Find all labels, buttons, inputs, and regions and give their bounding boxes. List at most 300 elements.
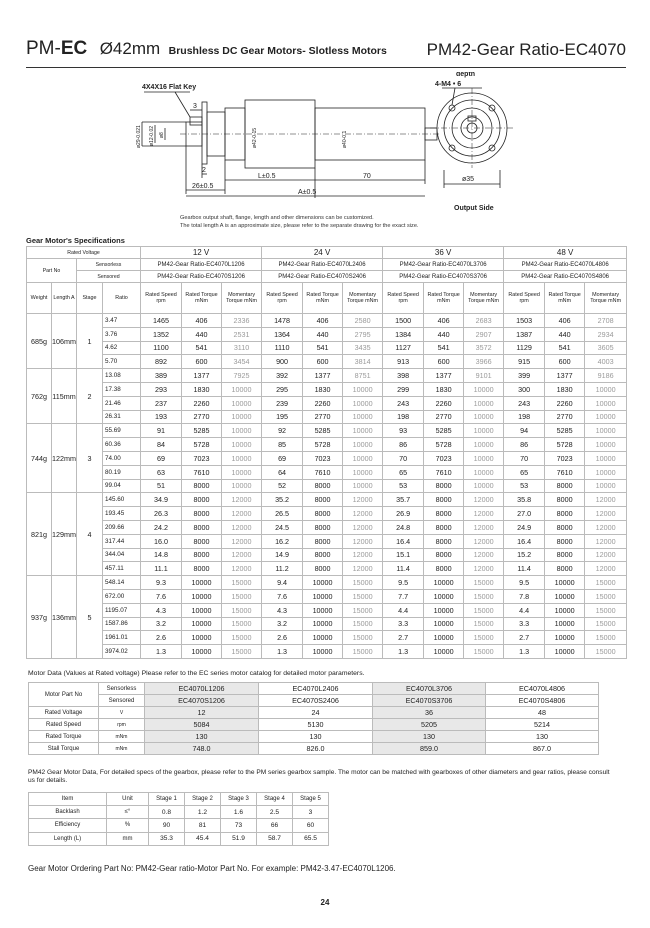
speed-cell: 913 (383, 355, 424, 369)
dim-2-label: 2 (202, 167, 206, 174)
speed-cell: 91 (141, 424, 182, 438)
spec-row (27, 382, 627, 396)
speed-cell: 53 (383, 479, 424, 493)
momentary-torque-cell: 9101 (464, 369, 504, 383)
momentary-torque-cell: 15000 (343, 631, 383, 645)
torque-cell: 10000 (303, 617, 343, 631)
stage-value-cell: 35.3 (149, 832, 185, 845)
torque-cell: 5728 (182, 438, 222, 452)
momentary-torque-cell: 10000 (222, 451, 262, 465)
speed-cell: 4.4 (504, 603, 545, 617)
speed-cell: 51 (141, 479, 182, 493)
momentary-torque-cell: 15000 (222, 576, 262, 590)
stage-header-cell: Stage 3 (221, 793, 257, 806)
rated-voltage-label: Rated Voltage (27, 247, 141, 259)
title-ec: EC (60, 38, 88, 59)
momentary-torque-cell: 10000 (222, 382, 262, 396)
spec-row (27, 410, 627, 424)
torque-cell: 2260 (303, 396, 343, 410)
momentary-torque-cell: 12000 (585, 493, 627, 507)
speed-cell: 64 (262, 465, 303, 479)
dim-l-label: L±0.5 (258, 173, 276, 180)
dim-70-label: 70 (363, 173, 371, 180)
speed-cell: 915 (504, 355, 545, 369)
stage-value-cell: 66 (257, 819, 293, 832)
stage-value-cell: 60 (293, 819, 329, 832)
speed-cell: 198 (383, 410, 424, 424)
spec-column-header-row (27, 283, 627, 314)
stage-value-cell: 58.7 (257, 832, 293, 845)
momentary-torque-cell: 10000 (585, 438, 627, 452)
col-torque: Rated Torque mNm (303, 283, 343, 314)
torque-cell: 5285 (182, 424, 222, 438)
momentary-torque-cell: 15000 (585, 645, 627, 659)
torque-cell: 8000 (424, 562, 464, 576)
weight-cell: 744g (27, 424, 52, 493)
torque-cell: 440 (303, 327, 343, 341)
speed-cell: 1352 (141, 327, 182, 341)
speed-cell: 900 (262, 355, 303, 369)
dim-d12-label: ø12-0.02 (149, 125, 155, 146)
momentary-torque-cell: 12000 (343, 507, 383, 521)
motor-row-value: 826.0 (259, 743, 373, 755)
motor-sensored-part: EC4070S2406 (259, 695, 373, 707)
voltage-12: 12 V (141, 247, 262, 259)
torque-cell: 7023 (545, 451, 585, 465)
momentary-torque-cell: 15000 (585, 576, 627, 590)
momentary-torque-cell: 10000 (343, 424, 383, 438)
speed-cell: 3.2 (262, 617, 303, 631)
momentary-torque-cell: 12000 (222, 507, 262, 521)
motor-data-body (29, 683, 599, 755)
speed-cell: 1129 (504, 341, 545, 355)
speed-cell: 26.9 (383, 507, 424, 521)
motor-row-unit: V (99, 707, 145, 719)
speed-cell: 193 (141, 410, 182, 424)
dim-d8-label: ø8 (159, 132, 165, 138)
length-cell: 106mm (52, 314, 77, 369)
stage-unit-cell: ≤° (107, 806, 149, 819)
ratio-cell: 5.70 (103, 355, 141, 369)
stage-header-cell: Stage 5 (293, 793, 329, 806)
torque-cell: 406 (545, 314, 585, 328)
torque-cell: 5285 (424, 424, 464, 438)
momentary-torque-cell: 2795 (343, 327, 383, 341)
sensored-label: Sensored (77, 271, 141, 283)
title-diameter: Ø42mm (99, 39, 161, 58)
speed-cell: 300 (504, 382, 545, 396)
spec-row (27, 493, 627, 507)
speed-cell: 392 (262, 369, 303, 383)
momentary-torque-cell: 10000 (222, 424, 262, 438)
stage-cell: 2 (77, 369, 103, 424)
speed-cell: 92 (262, 424, 303, 438)
torque-cell: 10000 (424, 617, 464, 631)
momentary-torque-cell: 3966 (464, 355, 504, 369)
momentary-torque-cell: 15000 (343, 589, 383, 603)
torque-cell: 8000 (545, 534, 585, 548)
spec-row (27, 396, 627, 410)
momentary-torque-cell: 10000 (343, 465, 383, 479)
momentary-torque-cell: 10000 (464, 479, 504, 493)
model-title: PM42-Gear Ratio-EC4070 (426, 40, 626, 59)
stage-row (29, 832, 329, 845)
momentary-torque-cell: 3814 (343, 355, 383, 369)
speed-cell: 16.4 (504, 534, 545, 548)
motor-sensorless-part: EC4070L2406 (259, 683, 373, 695)
speed-cell: 1387 (504, 327, 545, 341)
col-speed: Rated Speed rpm (262, 283, 303, 314)
stage-table-body (29, 793, 329, 846)
momentary-torque-cell: 10000 (343, 479, 383, 493)
motor-row-value: 5205 (373, 719, 486, 731)
col-length: Length A (52, 283, 77, 314)
momentary-torque-cell: 10000 (343, 410, 383, 424)
speed-cell: 4.3 (141, 603, 182, 617)
motor-sensored-part: EC4070S3706 (373, 695, 486, 707)
voltage-24: 24 V (262, 247, 383, 259)
speed-cell: 11.4 (504, 562, 545, 576)
momentary-torque-cell: 10000 (222, 410, 262, 424)
col-speed: Rated Speed rpm (383, 283, 424, 314)
torque-cell: 10000 (182, 589, 222, 603)
momentary-torque-cell: 10000 (222, 396, 262, 410)
stage-value-cell: 65.5 (293, 832, 329, 845)
momentary-torque-cell: 15000 (343, 576, 383, 590)
torque-cell: 10000 (424, 645, 464, 659)
speed-cell: 14.8 (141, 548, 182, 562)
speed-cell: 16.4 (383, 534, 424, 548)
momentary-torque-cell: 15000 (585, 631, 627, 645)
motor-sensorless-part: EC4070L1206 (145, 683, 259, 695)
speed-cell: 86 (504, 438, 545, 452)
momentary-torque-cell: 10000 (464, 438, 504, 452)
torque-cell: 2770 (545, 410, 585, 424)
torque-cell: 8000 (545, 493, 585, 507)
motor-data-row (29, 707, 599, 719)
speed-cell: 1.3 (383, 645, 424, 659)
ratio-cell: 457.11 (103, 562, 141, 576)
speed-cell: 11.2 (262, 562, 303, 576)
speed-cell: 293 (141, 382, 182, 396)
stage-value-cell: 45.4 (185, 832, 221, 845)
torque-cell: 541 (303, 341, 343, 355)
motor-sensored-row (29, 695, 599, 707)
length-cell: 115mm (52, 369, 77, 424)
speed-cell: 3.3 (504, 617, 545, 631)
torque-cell: 600 (182, 355, 222, 369)
torque-cell: 600 (545, 355, 585, 369)
stage-value-cell: 0.8 (149, 806, 185, 819)
torque-cell: 5285 (303, 424, 343, 438)
torque-cell: 541 (545, 341, 585, 355)
speed-cell: 4.4 (383, 603, 424, 617)
motor-row-value: 130 (373, 731, 486, 743)
torque-cell: 541 (424, 341, 464, 355)
momentary-torque-cell: 2683 (464, 314, 504, 328)
torque-cell: 8000 (303, 548, 343, 562)
motor-sensored-part: EC4070S1206 (145, 695, 259, 707)
ratio-cell: 13.08 (103, 369, 141, 383)
torque-cell: 8000 (303, 534, 343, 548)
torque-cell: 10000 (182, 631, 222, 645)
col-torque: Rated Torque mNm (545, 283, 585, 314)
momentary-torque-cell: 12000 (222, 534, 262, 548)
spec-row (27, 617, 627, 631)
momentary-torque-cell: 3435 (343, 341, 383, 355)
ratio-cell: 99.04 (103, 479, 141, 493)
stage-value-cell: 2.5 (257, 806, 293, 819)
stage-item-cell: Backlash (29, 806, 107, 819)
sensorless-label: Sensorless (77, 259, 141, 271)
speed-cell: 11.1 (141, 562, 182, 576)
ratio-cell: 26.31 (103, 410, 141, 424)
momentary-torque-cell: 10000 (585, 410, 627, 424)
stage-header-cell: Item (29, 793, 107, 806)
momentary-torque-cell: 2907 (464, 327, 504, 341)
torque-cell: 8000 (424, 507, 464, 521)
speed-cell: 35.2 (262, 493, 303, 507)
momentary-torque-cell: 12000 (464, 548, 504, 562)
col-ratio: Ratio (103, 283, 141, 314)
torque-cell: 2260 (424, 396, 464, 410)
sensored-part: PM42-Gear Ratio-EC4070S4806 (504, 271, 627, 283)
momentary-torque-cell: 12000 (585, 548, 627, 562)
torque-cell: 10000 (303, 603, 343, 617)
header-title (26, 38, 387, 60)
spec-row (27, 465, 627, 479)
torque-cell: 10000 (545, 603, 585, 617)
motor-row-value: 12 (145, 707, 259, 719)
torque-cell: 8000 (303, 562, 343, 576)
speed-cell: 14.9 (262, 548, 303, 562)
dim-d35-label: ø35 (462, 176, 475, 183)
spec-sensored-row (27, 271, 627, 283)
length-cell: 122mm (52, 424, 77, 493)
speed-cell: 239 (262, 396, 303, 410)
ratio-cell: 3.47 (103, 314, 141, 328)
spec-row (27, 314, 627, 328)
torque-cell: 10000 (424, 576, 464, 590)
motor-data-row (29, 731, 599, 743)
torque-cell: 1377 (545, 369, 585, 383)
motor-data-table (28, 682, 599, 755)
speed-cell: 2.6 (141, 631, 182, 645)
ratio-cell: 1195.07 (103, 603, 141, 617)
torque-cell: 406 (424, 314, 464, 328)
speed-cell: 9.5 (383, 576, 424, 590)
ratio-cell: 80.19 (103, 465, 141, 479)
stage-header-cell: Unit (107, 793, 149, 806)
momentary-torque-cell: 15000 (464, 603, 504, 617)
motor-row-value: 5214 (486, 719, 599, 731)
torque-cell: 440 (545, 327, 585, 341)
momentary-torque-cell: 15000 (343, 645, 383, 659)
speed-cell: 1500 (383, 314, 424, 328)
torque-cell: 1377 (424, 369, 464, 383)
stage-value-cell: 81 (185, 819, 221, 832)
momentary-torque-cell: 12000 (343, 520, 383, 534)
motor-row-value: 867.0 (486, 743, 599, 755)
stage-unit-cell: % (107, 819, 149, 832)
momentary-torque-cell: 7925 (222, 369, 262, 383)
speed-cell: 3.2 (141, 617, 182, 631)
momentary-torque-cell: 10000 (343, 438, 383, 452)
spec-row (27, 589, 627, 603)
ratio-cell: 21.46 (103, 396, 141, 410)
drawing-notes (180, 214, 419, 230)
stage-row (29, 806, 329, 819)
ratio-cell: 344.04 (103, 548, 141, 562)
speed-cell: 892 (141, 355, 182, 369)
momentary-torque-cell: 12000 (343, 548, 383, 562)
torque-cell: 8000 (424, 534, 464, 548)
stage-item-cell: Efficiency (29, 819, 107, 832)
momentary-torque-cell: 15000 (464, 631, 504, 645)
momentary-torque-cell: 12000 (585, 520, 627, 534)
ratio-cell: 55.69 (103, 424, 141, 438)
torque-cell: 10000 (545, 645, 585, 659)
speed-cell: 70 (383, 451, 424, 465)
momentary-torque-cell: 15000 (464, 576, 504, 590)
length-cell: 129mm (52, 493, 77, 576)
torque-cell: 600 (303, 355, 343, 369)
momentary-torque-cell: 10000 (464, 451, 504, 465)
momentary-torque-cell: 10000 (464, 410, 504, 424)
momentary-torque-cell: 10000 (222, 438, 262, 452)
spec-row (27, 534, 627, 548)
speed-cell: 1110 (262, 341, 303, 355)
note-line-1: Gearbox output shaft, flange, length and other dimensions can be customized. (180, 215, 374, 221)
momentary-torque-cell: 12000 (464, 493, 504, 507)
speed-cell: 1.3 (262, 645, 303, 659)
torque-cell: 8000 (182, 479, 222, 493)
speed-cell: 53 (504, 479, 545, 493)
ratio-cell: 3.76 (103, 327, 141, 341)
torque-cell: 7023 (182, 451, 222, 465)
page-number: 24 (320, 898, 330, 907)
momentary-torque-cell: 2580 (343, 314, 383, 328)
momentary-torque-cell: 4003 (585, 355, 627, 369)
momentary-torque-cell: 15000 (222, 631, 262, 645)
spec-row (27, 645, 627, 659)
motor-row-unit: mNm (99, 731, 145, 743)
momentary-torque-cell: 12000 (343, 493, 383, 507)
momentary-torque-cell: 9186 (585, 369, 627, 383)
momentary-torque-cell: 10000 (585, 424, 627, 438)
speed-cell: 9.3 (141, 576, 182, 590)
momentary-torque-cell: 12000 (222, 548, 262, 562)
hole-label: 4-M4 • 6 (435, 81, 462, 88)
torque-cell: 440 (424, 327, 464, 341)
torque-cell: 10000 (424, 589, 464, 603)
speed-cell: 35.8 (504, 493, 545, 507)
stage-value-cell: 1.2 (185, 806, 221, 819)
speed-cell: 198 (504, 410, 545, 424)
torque-cell: 1830 (303, 382, 343, 396)
torque-cell: 10000 (303, 576, 343, 590)
dim-d42-label: ø42-0.15 (252, 127, 258, 148)
torque-cell: 8000 (182, 493, 222, 507)
stage-value-cell: 1.6 (221, 806, 257, 819)
torque-cell: 8000 (545, 562, 585, 576)
momentary-torque-cell: 15000 (222, 617, 262, 631)
torque-cell: 7023 (303, 451, 343, 465)
page-header (26, 36, 626, 68)
torque-cell: 1830 (424, 382, 464, 396)
stage-unit-cell: mm (107, 832, 149, 845)
speed-cell: 94 (504, 424, 545, 438)
speed-cell: 84 (141, 438, 182, 452)
dim-a-label: A±0.5 (298, 189, 317, 196)
output-side-label: Output Side (454, 205, 494, 212)
spec-row (27, 548, 627, 562)
momentary-torque-cell: 12000 (222, 493, 262, 507)
motor-part-no-label: Motor Part No (29, 683, 99, 707)
stage-header-cell: Stage 2 (185, 793, 221, 806)
torque-cell: 1830 (182, 382, 222, 396)
ratio-cell: 145.60 (103, 493, 141, 507)
col-weight: Weight (27, 283, 52, 314)
weight-cell: 685g (27, 314, 52, 369)
momentary-torque-cell: 10000 (343, 451, 383, 465)
speed-cell: 1364 (262, 327, 303, 341)
speed-cell: 237 (141, 396, 182, 410)
speed-cell: 2.6 (262, 631, 303, 645)
ratio-cell: 60.36 (103, 438, 141, 452)
motor-row-value: 5084 (145, 719, 259, 731)
momentary-torque-cell: 2336 (222, 314, 262, 328)
torque-cell: 8000 (545, 479, 585, 493)
momentary-torque-cell: 15000 (464, 645, 504, 659)
speed-cell: 1384 (383, 327, 424, 341)
speed-cell: 65 (383, 465, 424, 479)
motor-row-label: Rated Voltage (29, 707, 99, 719)
torque-cell: 10000 (182, 603, 222, 617)
motor-sensorless-part: EC4070L4806 (486, 683, 599, 695)
speed-cell: 4.3 (262, 603, 303, 617)
dim-26-label: 26±0.5 (192, 183, 214, 190)
torque-cell: 8000 (182, 507, 222, 521)
spec-row (27, 479, 627, 493)
dim-d40-label: ø40-0.1 (342, 130, 348, 148)
momentary-torque-cell: 12000 (343, 562, 383, 576)
torque-cell: 600 (424, 355, 464, 369)
torque-cell: 8000 (303, 520, 343, 534)
momentary-torque-cell: 15000 (585, 617, 627, 631)
col-stage: Stage (77, 283, 103, 314)
col-speed: Rated Speed rpm (504, 283, 545, 314)
dim-d29-label: ø29-0.021 (136, 125, 142, 148)
momentary-torque-cell: 8751 (343, 369, 383, 383)
torque-cell: 1377 (182, 369, 222, 383)
col-speed: Rated Speed rpm (141, 283, 182, 314)
ratio-cell: 1961.01 (103, 631, 141, 645)
speed-cell: 389 (141, 369, 182, 383)
motor-row-value: 5130 (259, 719, 373, 731)
motor-row-value: 130 (145, 731, 259, 743)
sensorless-part: PM42-Gear Ratio-EC4070L1206 (141, 259, 262, 271)
speed-cell: 27.0 (504, 507, 545, 521)
part-no-label: Part No (27, 259, 77, 283)
momentary-torque-cell: 3572 (464, 341, 504, 355)
motor-row-label: Rated Speed (29, 719, 99, 731)
torque-cell: 10000 (303, 631, 343, 645)
depth-label: depth (456, 72, 476, 78)
torque-cell: 1377 (303, 369, 343, 383)
ordering-info: Gear Motor Ordering Part No: PM42-Gear ratio-Motor Part No. For example: PM42-3.47-EC4070L1206. (28, 864, 396, 873)
speed-cell: 7.8 (504, 589, 545, 603)
